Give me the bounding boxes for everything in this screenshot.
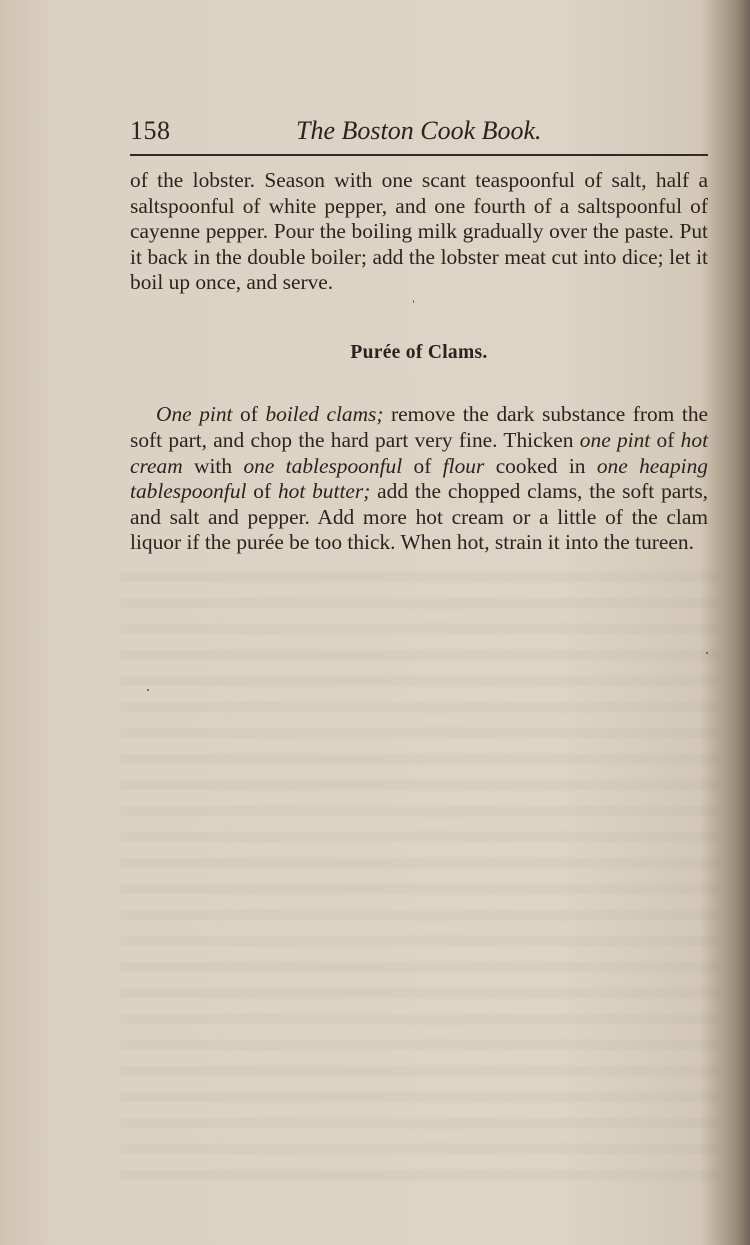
text-run: hot butter;	[277, 479, 371, 504]
text-run: One pint	[156, 402, 233, 427]
ink-speck	[413, 300, 414, 303]
ink-speck	[706, 652, 708, 654]
text-run: one pint	[579, 427, 651, 452]
header-rule	[130, 154, 708, 156]
show-through-ink	[120, 560, 720, 1180]
text-run: cooked in	[484, 453, 597, 478]
text-run: add the chopped clams, the soft parts, and salt and pepper. Add more hot cream or a little of the clam liquor if the purée be too thick. When hot, strain it into the tureen.	[130, 479, 709, 555]
text-run: of	[650, 427, 681, 452]
ink-speck	[147, 689, 149, 691]
text-run: of	[402, 453, 443, 478]
body-text	[130, 168, 708, 296]
section-heading: Purée of Clams.	[350, 342, 488, 363]
text-run: of	[246, 479, 278, 504]
text-run: one tablespoonful	[243, 453, 403, 478]
paragraph-puree-of-clams	[130, 402, 708, 556]
running-title: The Boston Cook Book.	[296, 116, 542, 145]
page-number: 158	[130, 116, 171, 145]
text-run: boiled clams;	[265, 402, 384, 427]
text-run: remove the dark substance from the soft part, and chop the hard part very fine. Thicken	[130, 402, 709, 452]
text-run: flour	[442, 453, 485, 478]
text-run: hot cream	[130, 427, 709, 478]
page-header	[130, 112, 708, 152]
paragraph-lobster-conclusion: of the lobster. Season with one scant teaspoonful of salt, half a saltspoonful of white pepper, and one fourth of a saltspoonful of cayenne pepper. Pour the boiling milk gradually over the paste. Put it back in the double boiler; add the lobster meat cut into dice; let it boil up once, and serve.	[130, 168, 708, 294]
text-run: of	[232, 402, 266, 427]
text-run: with	[182, 453, 244, 478]
text-run: one heaping tablespoonful	[130, 453, 709, 504]
